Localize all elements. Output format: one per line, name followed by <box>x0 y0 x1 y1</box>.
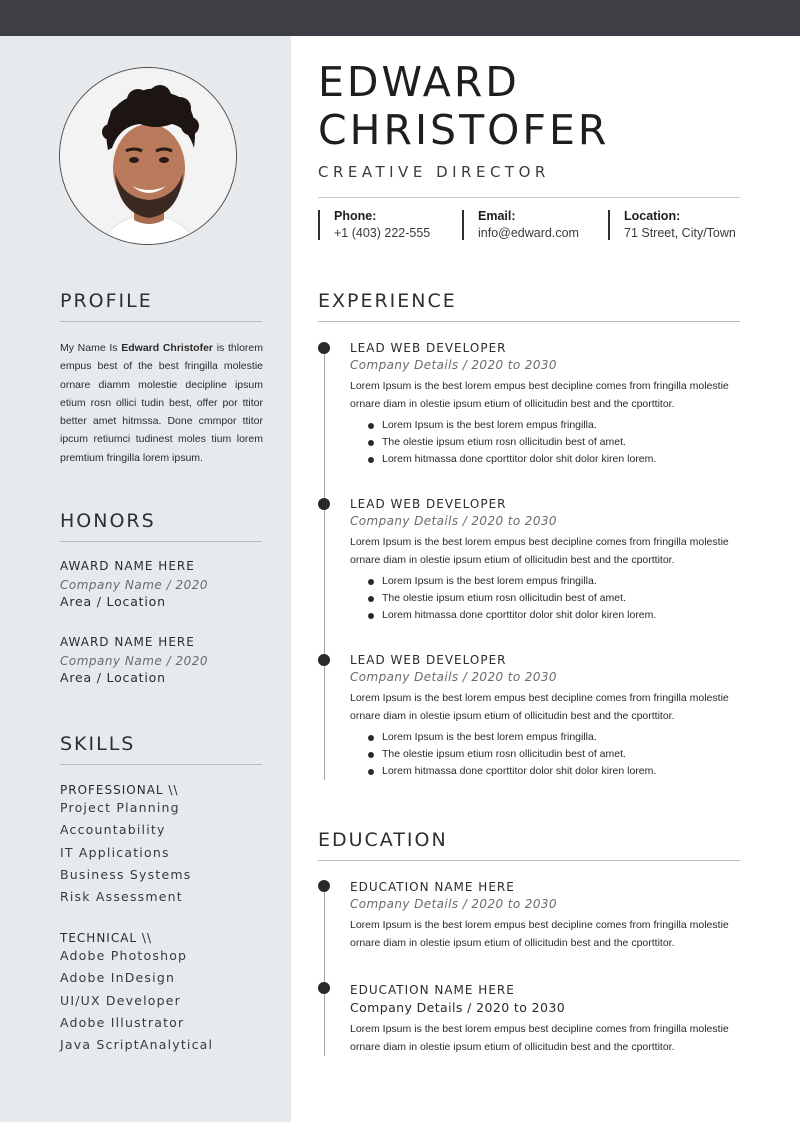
award-company: Company Name / 2020 <box>60 654 209 668</box>
contact-label: Location: <box>624 209 681 223</box>
entry-details: Company Details / 2020 to 2030 <box>350 897 557 911</box>
contact-phone <box>318 210 430 240</box>
bullet-item: Lorem hitmassa done cporttitor dolor shit dolor kiren lorem. <box>350 451 742 468</box>
bullet-item: Lorem Ipsum is the best lorem empus fringilla. <box>350 573 742 590</box>
skill-item: Adobe Illustrator <box>60 1014 185 1030</box>
bullet-item: Lorem hitmassa done cporttitor dolor shit dolor kiren lorem. <box>350 763 742 780</box>
skill-category: TECHNICAL \\ <box>60 931 153 945</box>
profile-body: is thlorem empus best of the best fringilla molestie ornare diamm molestie decipline ipsum etium rosn ollici tudin best, offer por ttitor better amet hitmssa. Done cmmpor ttitor ipcum retiumci tudinest moles tium lorem premtium fringilla lorem ipsum. <box>60 342 263 464</box>
profile-intro: My Name Is <box>60 342 122 354</box>
entry-description: Lorem Ipsum is the best lorem empus best decipline comes from fringilla molestie ornare diam in olestie ipsum etium of ollicitudin best and the cporttitor. <box>350 536 729 567</box>
experience-entry <box>350 653 742 780</box>
skill-group-professional <box>60 783 270 908</box>
contact-value: +1 (403) 222-555 <box>334 226 431 240</box>
portrait-image <box>60 68 237 245</box>
person-name <box>318 58 609 154</box>
bullet-item: The olestie ipsum etium rosn ollicitudin best of amet. <box>350 434 742 451</box>
top-bar <box>0 0 800 36</box>
profile-heading: PROFILE <box>60 290 262 322</box>
experience-entry <box>350 341 742 468</box>
timeline-dot <box>318 880 330 892</box>
timeline-dot <box>318 342 330 354</box>
entry-details: Company Details / 2020 to 2030 <box>350 670 557 684</box>
award-area: Area / Location <box>60 670 166 685</box>
entry-description: Lorem Ipsum is the best lorem empus best decipline comes from fringilla molestie ornare diam in olestie ipsum etium of ollicitudin best and the cporttitor. <box>350 1023 729 1054</box>
skill-item: UI/UX Developer <box>60 992 182 1008</box>
entry-details: Company Details / 2020 to 2030 <box>350 1000 566 1015</box>
experience-timeline <box>324 348 325 780</box>
skill-group-technical <box>60 931 270 1056</box>
education-timeline <box>324 886 325 1056</box>
award-name: AWARD NAME HERE <box>60 559 195 573</box>
entry-details: Company Details / 2020 to 2030 <box>350 358 557 372</box>
entry-role: LEAD WEB DEVELOPER <box>350 653 507 667</box>
education-entry <box>350 983 742 1057</box>
skill-item: Accountability <box>60 822 166 838</box>
award-name: AWARD NAME HERE <box>60 635 195 649</box>
bullet-item: The olestie ipsum etium rosn ollicitudin best of amet. <box>350 746 742 763</box>
timeline-dot <box>318 654 330 666</box>
experience-entry <box>350 497 742 624</box>
entry-role: LEAD WEB DEVELOPER <box>350 497 507 511</box>
profile-name: Edward Christofer <box>121 342 214 354</box>
profile-text <box>60 339 263 467</box>
contact-location <box>608 210 736 240</box>
bullet-item: The olestie ipsum etium rosn ollicitudin best of amet. <box>350 590 742 607</box>
skill-category: PROFESSIONAL \\ <box>60 783 179 797</box>
award-area: Area / Location <box>60 594 166 609</box>
entry-name: EDUCATION NAME HERE <box>350 880 515 894</box>
skill-item: Java ScriptAnalytical <box>60 1037 214 1053</box>
bullet-item: Lorem Ipsum is the best lorem empus fringilla. <box>350 417 742 434</box>
skill-item: Project Planning <box>60 800 180 815</box>
entry-bullets <box>350 729 742 781</box>
job-title: CREATIVE DIRECTOR <box>318 163 550 181</box>
entry-bullets <box>350 573 742 625</box>
award-company: Company Name / 2020 <box>60 578 209 592</box>
contact-label: Phone: <box>334 209 377 223</box>
contact-email <box>462 210 579 240</box>
skill-item: IT Applications <box>60 844 170 860</box>
skill-item: Adobe InDesign <box>60 970 176 986</box>
entry-description: Lorem Ipsum is the best lorem empus best decipline comes from fringilla molestie ornare diam in olestie ipsum etium of ollicitudin best and the cporttitor. <box>350 919 729 950</box>
avatar <box>59 67 237 245</box>
education-entry <box>350 880 742 953</box>
name-first: EDWARD <box>318 58 520 106</box>
contact-label: Email: <box>478 209 516 223</box>
header-divider <box>318 197 740 198</box>
entry-description: Lorem Ipsum is the best lorem empus best decipline comes from fringilla molestie ornare diam in olestie ipsum etium of ollicitudin best and the cporttitor. <box>350 692 729 723</box>
award-item <box>60 635 270 685</box>
entry-role: LEAD WEB DEVELOPER <box>350 341 507 355</box>
bullet-item: Lorem hitmassa done cporttitor dolor shit dolor kiren lorem. <box>350 607 742 624</box>
timeline-dot <box>318 982 330 994</box>
entry-name: EDUCATION NAME HERE <box>350 983 515 997</box>
honors-heading: HONORS <box>60 510 262 542</box>
education-heading: EDUCATION <box>318 829 740 861</box>
entry-description: Lorem Ipsum is the best lorem empus best decipline comes from fringilla molestie ornare diam in olestie ipsum etium of ollicitudin best and the cporttitor. <box>350 380 729 411</box>
skill-item: Business Systems <box>60 866 192 882</box>
entry-bullets <box>350 417 742 469</box>
skill-item: Adobe Photoshop <box>60 948 188 963</box>
bullet-item: Lorem Ipsum is the best lorem empus fringilla. <box>350 729 742 746</box>
timeline-dot <box>318 498 330 510</box>
name-last: CHRISTOFER <box>318 106 610 154</box>
skills-heading: SKILLS <box>60 733 262 765</box>
entry-details: Company Details / 2020 to 2030 <box>350 514 557 528</box>
experience-heading: EXPERIENCE <box>318 290 740 322</box>
contact-value: info@edward.com <box>478 226 579 240</box>
award-item <box>60 559 270 609</box>
contact-value: 71 Street, City/Town <box>624 226 736 240</box>
skill-item: Risk Assessment <box>60 889 183 905</box>
